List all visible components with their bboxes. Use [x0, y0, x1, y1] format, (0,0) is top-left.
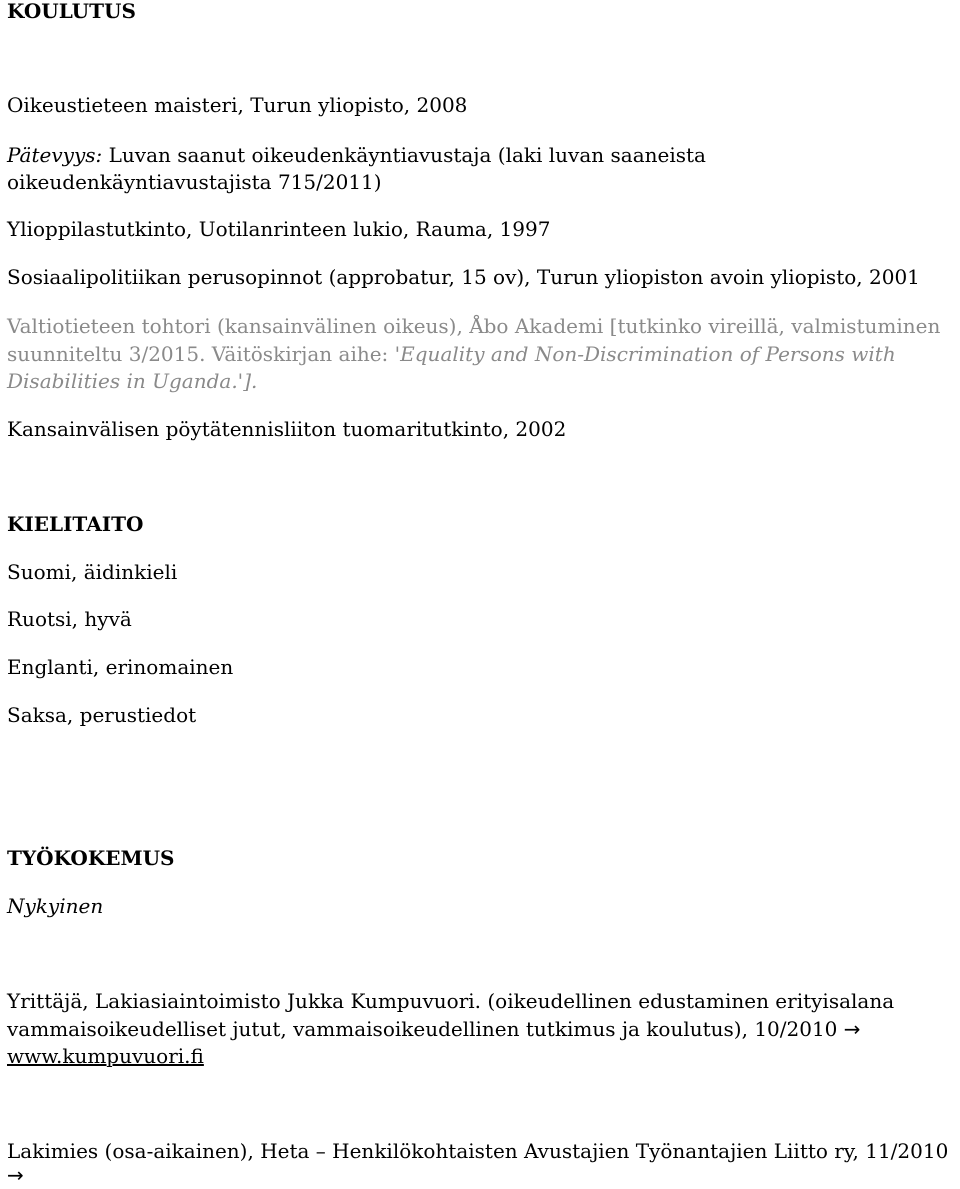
arrow-right-icon: →	[843, 1017, 861, 1041]
language-item: Ruotsi, hyvä	[7, 607, 132, 631]
doctorate-thesis-title-end: Disabilities in Uganda.'	[7, 369, 244, 393]
work-subheading-current: Nykyinen	[7, 894, 104, 918]
doctorate-plain-text: suunniteltu 3/2015. Väitöskirjan aihe: '	[7, 342, 401, 366]
job-entrepreneur-text: vammaisoikeudelliset jutut, vammaisoikeudellinen tutkimus ja koulutus), 10/2010	[7, 1017, 844, 1041]
job-heta-line-2	[7, 1161, 24, 1189]
section-heading-koulutus: KOULUTUS	[7, 0, 136, 23]
job-entrepreneur-line-3	[7, 1042, 204, 1070]
job-entrepreneur-line-1: Yrittäjä, Lakiasiaintoimisto Jukka Kumpuvuori. (oikeudellinen edustaminen erityisalana	[7, 989, 895, 1013]
education-masters: Oikeustieteen maisteri, Turun yliopisto, 2008	[7, 93, 468, 117]
section-heading-tyokokemus: TYÖKOKEMUS	[7, 846, 175, 870]
job-entrepreneur-line-2	[7, 1015, 861, 1043]
arrow-right-icon: →	[7, 1163, 24, 1187]
education-sosiaalipolitiikka: Sosiaalipolitiikan perusopinnot (approbatur, 15 ov), Turun yliopiston avoin yliopisto, 2001	[7, 265, 920, 289]
education-doctorate-line-1: Valtiotieteen tohtori (kansainvälinen oikeus), Åbo Akademi [tutkinko vireillä, valmistuminen	[7, 314, 941, 338]
education-doctorate-line-3	[7, 367, 257, 395]
education-patevyys-line-2: oikeudenkäyntiavustajista 715/2011)	[7, 170, 382, 194]
education-patevyys-line-1	[7, 141, 706, 169]
language-item: Suomi, äidinkieli	[7, 560, 178, 584]
doctorate-bracket-close: ].	[243, 369, 258, 393]
education-doctorate-line-2	[7, 340, 896, 368]
website-link[interactable]: www.kumpuvuori.fi	[7, 1044, 204, 1068]
patevyys-label: Pätevyys:	[7, 143, 103, 167]
section-heading-kielitaito: KIELITAITO	[7, 512, 144, 536]
language-item: Englanti, erinomainen	[7, 655, 234, 679]
language-item: Saksa, perustiedot	[7, 703, 197, 727]
education-ylioppilastutkinto: Ylioppilastutkinto, Uotilanrinteen lukio, Rauma, 1997	[7, 217, 551, 241]
patevyys-text: Luvan saanut oikeudenkäyntiavustaja (laki luvan saaneista	[102, 143, 706, 167]
job-heta-line-1: Lakimies (osa-aikainen), Heta – Henkilökohtaisten Avustajien Työnantajien Liitto ry, 11/2010	[7, 1139, 949, 1163]
education-tuomaritutkinto: Kansainvälisen pöytätennisliiton tuomaritutkinto, 2002	[7, 417, 567, 441]
doctorate-thesis-title: Equality and Non-Discrimination of Persons with	[400, 342, 896, 366]
